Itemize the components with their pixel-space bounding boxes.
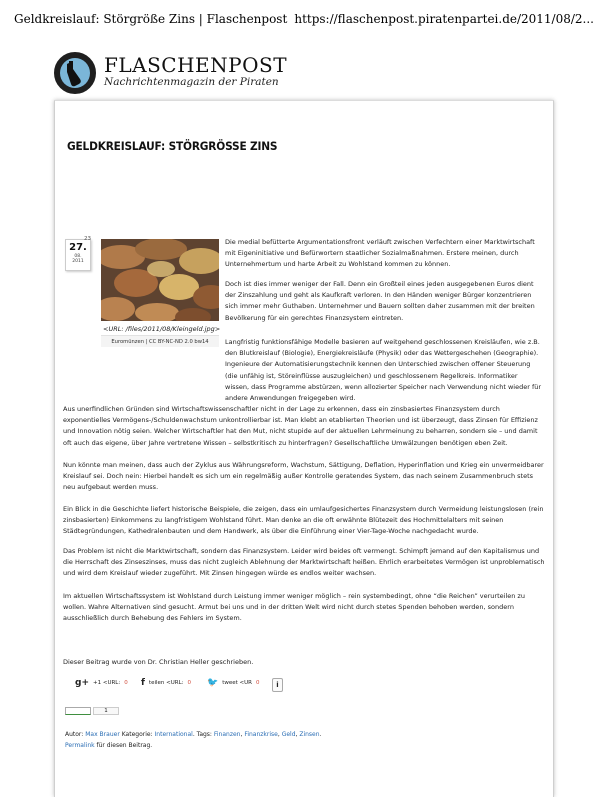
permalink-suffix: für diesen Beitrag. [96,742,153,749]
twitter-label: tweet <UR [222,680,253,686]
rating-count: 1 [93,707,119,715]
date-badge [65,239,91,271]
paragraph-2: Doch ist dies immer weniger der Fall. Denn ein Großteil eines jeden ausgegebenen Euros dient der Zinszahlung und geht als Kaufkraft verloren. In den Händen weniger Bürger konzentrieren sich immer mehr Guthaben. Unternehmer und Bauern sollten daher zusammen mit der breiten Bevölkerung für ein gerechtes Finanzsystem eintreten. [225,280,535,322]
info-button[interactable]: i [272,678,283,692]
print-page-url: https://flaschenpost.piratenpartei.de/2011/08/2... [294,12,594,26]
gplus-label: +1 <URL: [92,680,121,686]
article-image [101,239,219,321]
date-day: 27. [69,242,87,253]
comment-count[interactable]: 23 [84,236,91,242]
date-month: 08. [74,254,82,259]
site-name: FLASCHENPOST [104,53,288,77]
bottle-logo-icon [54,52,96,94]
post-meta [65,729,321,751]
paragraph-3 [225,337,543,404]
facebook-icon: f [141,678,145,688]
author-prefix: Autor: [65,731,84,738]
author-link[interactable]: Max Brauer [85,731,120,738]
twitter-icon: 🐦 [207,678,219,688]
tag-link[interactable]: Finanzen [213,731,241,738]
paragraph-1: Die medial befütterte Argumentationsfront verläuft zwischen Verfechtern einer Marktwirtschaft mit Eigeninitiative und Befürwortern staatlicher Sozialmaßnahmen. Erstere meinen, durch Unternehmertum und harte Arbeit zu Wohlstand kommen zu können. [225,238,535,269]
paragraph-4: Aus unerfindlichen Gründen sind Wirtschaftswissenschaftler nicht in der Lage zu erkennen, dass ein zinsbasiertes Finanzsystem durch exponentielles Vermögens-/Schuldenwachstum unkontrollierbar ist. Man klebt an etablierten Theorien und ist überzeugt, dass Zinsen für Effizienz und Innovation nötig seien. Welcher Wirtschaftler hat den Mut, nicht stupide auf der aktuellen Lehrmeinung zu beharren, sondern sie – und damit oft auch das eigene, über Jahre vertretene Wissen – selbstkritisch zu hinterfragen? Gesellschaftliche Umwälzungen benötigen eben Zeit. [63,405,538,447]
meta-line-2 [65,740,321,751]
image-license: Euromünzen | CC BY-NC-ND 2.0 bw14 [101,335,219,347]
tag-link[interactable]: Finanzkrise [244,731,278,738]
facebook-count: 0 [187,680,192,686]
tags-prefix: . Tags: [192,731,212,738]
article-title: GELDKREISLAUF: STÖRGRÖSSE ZINS [67,139,278,153]
article-page [54,100,554,797]
meta-line-1: Autor: Max Brauer Kategorie: International. Tags: Finanzen, Finanzkrise, Geld, Zinsen. [65,731,322,738]
site-logo[interactable] [54,50,314,100]
paragraph-3-text: Langfristig funktionsfähige Modelle basieren auf weitgehend geschlossenen Kreisläufen, wie z.B. den Blutkreislauf (Biologie), Energiekreisläufe (Physik) oder das Wettergeschehen (Geographie). Ingenieure der Automatisierungstechnik kennen den Unterschied zwischen offener Steuerung (die unfähig ist, Störeinflüsse auszugleichen) und geschlossenem Regelkreis. Informatiker wissen, dass Programme abstürzen, wenn allozierter Speicher nach Verwendung nicht wieder für andere Anwendungen freigegeben wird. [225,338,542,403]
site-tagline: Nachrichtenmagazin der Piraten [104,76,279,88]
rating-bar[interactable] [65,707,91,715]
gplus-count: 0 [124,680,128,686]
print-header [14,12,594,30]
paragraph-7: Das Problem ist nicht die Marktwirtschaft, sondern das Finanzsystem. Leider wird beides oft vermengt. Schimpft jemand auf den Kapitalismus und die Herrschaft des Zinseszinses, muss das nicht zugleich Ablehnung der Marktwirtschaft heißen. Ehrlich erarbeitetes Vermögen ist unproblematisch und wird dem Kreislauf wieder zugeführt. Mit Zinsen hingegen würde es endlos weiter wachsen. [63,547,545,578]
category-link[interactable]: International [154,731,193,738]
category-prefix: Kategorie: [121,731,153,738]
rating-widget[interactable] [65,707,119,715]
gplus-icon: g+ [75,678,89,688]
author-line: Dieser Beitrag wurde von Dr. Christian Heller geschrieben. [63,658,254,666]
gplus-button[interactable] [75,678,128,688]
facebook-label: teilen <URL: [148,680,184,686]
date-year: 2011 [72,259,84,264]
image-caption: <URL: /files/2011/08/Kleingeld.jpg> [103,325,221,333]
paragraph-6: Ein Blick in die Geschichte liefert historische Beispiele, die zeigen, dass ein umlaufgesichertes Finanzsystem durch Vermeidung leistungslosen (rein zinsbasierten) Einkommens zu langfristigem Wohlstand führt. Man denke an die oft erwähnte Blütezeit des Hochmittelalters mit seinen Städtegründungen, Kathedralenbauten und dem Handwerk, als über die Einführung einer Vier-Tage-Woche nachgedacht wurde. [63,505,544,536]
paragraph-5: Nun könnte man meinen, dass auch der Zyklus aus Währungsreform, Wachstum, Sättigung, Deflation, Hyperinflation und Krieg ein unvermeidbarer Kreislauf sei. Doch nein: Hierbei handelt es sich um ein regelmäßig außer Kontrolle geratendes System, das nach seinem Zusammenbruch stets neu aufgebaut werden muss. [63,461,544,492]
facebook-button[interactable] [141,678,191,688]
print-page-title: Geldkreislauf: Störgröße Zins | Flaschenpost [14,12,288,26]
tag-link[interactable]: Zinsen [299,731,320,738]
twitter-count: 0 [256,680,260,686]
twitter-button[interactable] [207,678,260,688]
permalink-link[interactable]: Permalink [65,742,95,749]
paragraph-8: Im aktuellen Wirtschaftssystem ist Wohlstand durch Leistung immer weniger möglich – rein systembedingt, ohne “die Reichen” verurteilen zu wollen. Wahre Alternativen sind gesucht. Armut bei uns und in der dritten Welt wird nicht durch stetes Spenden behoben werden, sondern ausschließlich durch Behebung des Fehlers im System. [63,592,525,623]
tag-link[interactable]: Geld [281,731,296,738]
